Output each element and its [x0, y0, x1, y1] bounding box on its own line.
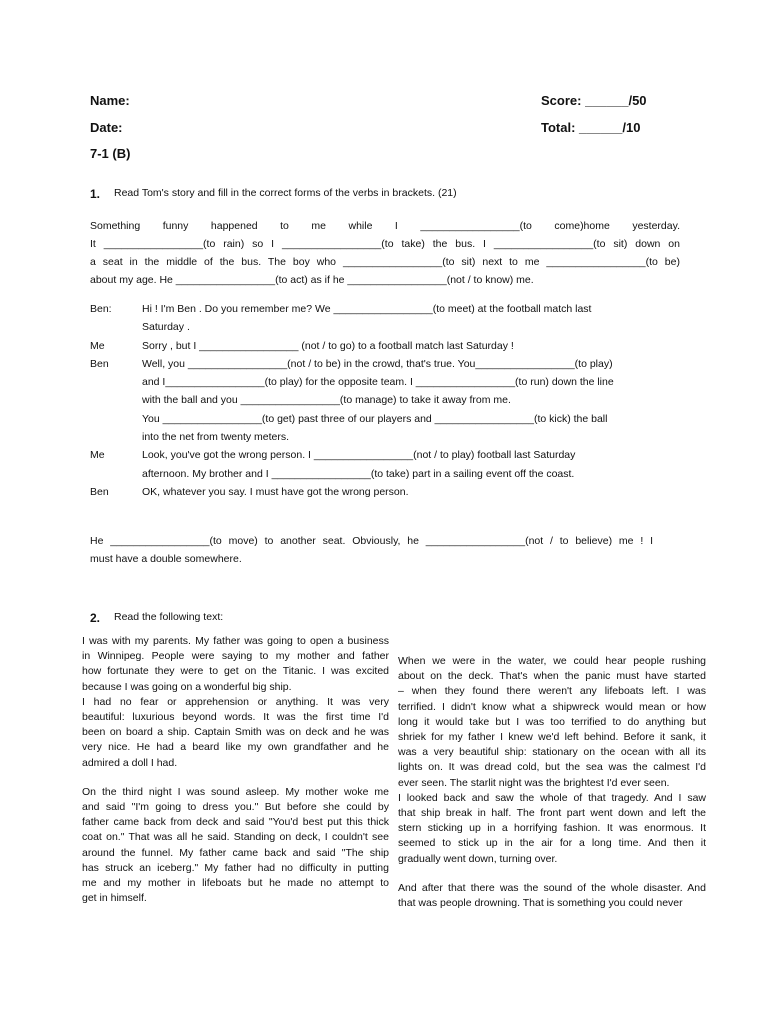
dialogue-turn: [90, 446, 680, 483]
speaker-label: Me: [90, 339, 105, 352]
reading-line: that ship break in half. The front part went down and left the: [398, 807, 706, 820]
score-label: Score: ______/50: [541, 93, 647, 108]
reading-line: father came back from deck and said "You'd best put this thick: [82, 816, 389, 829]
class-label: 7-1 (B): [90, 146, 131, 161]
reading-line: lights on. It was dread cold, but the sea was the calmest I'd: [398, 761, 706, 774]
dialogue: [90, 300, 680, 501]
dialogue-turn: [90, 337, 680, 355]
dialogue-line: Hi ! I'm Ben . Do you remember me? We _________________(to meet) at the football match last: [142, 303, 592, 315]
name-label: Name:: [90, 93, 130, 108]
reading-line: very nice. He had a beard like my own grandfather and he: [82, 741, 389, 754]
reading-line: – when they found there weren't any lifeboats left. I was: [398, 685, 706, 698]
reading-line: long it would take but I was too terrified to do anything but: [398, 715, 706, 728]
story-intro: [90, 217, 680, 289]
dialogue-line: and I_________________(to play) for the opposite team. I _________________(to run) down the line: [142, 376, 614, 389]
reading-line: terrified. I didn't know what a shipwreck would mean or how: [398, 700, 706, 713]
dialogue-text: [142, 300, 591, 337]
reading-line: because I was going on a wonderful big ship.: [82, 680, 292, 693]
story-line: a seat in the middle of the bus. The boy who _________________(to sit) next to me _________________(to be): [90, 256, 680, 268]
reading-line: I had no fear or apprehension or anything. It was very: [82, 695, 389, 708]
story-line: He _________________(to move) to another seat. Obviously, he _________________(not / to believe) me ! I: [90, 535, 653, 547]
reading-line: gradually went down, turning over.: [398, 852, 558, 865]
reading-left-column: [82, 634, 389, 906]
reading-line: stern sticking up in a horrifying fashion. It was enormous. It: [398, 822, 706, 835]
reading-line: has struck an iceberg." My father had no difficulty in putting: [82, 861, 389, 874]
reading-line: in Winnipeg. People were saying to my mother and father: [82, 650, 389, 663]
speaker-label: Ben: [90, 357, 109, 370]
reading-line: that was people drowning. That is something you could never: [398, 897, 683, 910]
dialogue-text: [142, 355, 614, 446]
reading-line: ever seen. The starlit night was the brightest I'd ever seen.: [398, 776, 670, 789]
reading-line: was a very beautiful ship: stationary on the ocean with all its: [398, 746, 706, 759]
dialogue-line: Well, you _________________(not / to be) in the crowd, that's true. You_________________(to play): [142, 357, 613, 370]
reading-line: On the third night I was sound asleep. My mother woke me: [82, 785, 389, 798]
reading-line: And after that there was the sound of the whole disaster. And: [398, 881, 706, 894]
dialogue-text: [142, 337, 514, 355]
reading-line: how fortunate they were to get on the Titanic. I was excited: [82, 665, 389, 678]
reading-line: I looked back and saw the whole of that tragedy. And I saw: [398, 791, 706, 804]
story-line: must have a double somewhere.: [90, 553, 242, 565]
dialogue-turn: [90, 355, 680, 446]
reading-line: been on board a ship. Captain Smith was on deck and he was: [82, 726, 389, 739]
reading-line: shriek for my father I knew we'd left behind. Before it sank, it: [398, 731, 706, 744]
question-2-number: 2.: [90, 611, 101, 625]
reading-right-column: [398, 654, 706, 911]
dialogue-line: afternoon. My brother and I _________________(to take) part in a sailing event off the coast.: [142, 467, 575, 480]
dialogue-line: with the ball and you _________________(to manage) to take it away from me.: [142, 394, 511, 407]
dialogue-line: Saturday .: [142, 321, 190, 334]
speaker-label: Ben: [90, 485, 109, 498]
story-line: about my age. He _________________(to act) as if he _________________(not / to know) me.: [90, 274, 534, 286]
dialogue-line: OK, whatever you say. I must have got the wrong person.: [142, 485, 409, 498]
reading-line: admired a doll I had.: [82, 756, 178, 769]
reading-line: seemed to stick up in the air for a long time. And then it: [398, 837, 706, 850]
reading-line: get in himself.: [82, 892, 147, 905]
dialogue-turn: [90, 483, 680, 501]
story-line: Something funny happened to me while I _________________(to come)home yesterday.: [90, 220, 680, 232]
story-closing: [90, 532, 653, 568]
dialogue-text: [142, 483, 409, 501]
dialogue-turn: [90, 300, 680, 337]
question-1-number: 1.: [90, 187, 101, 201]
question-2-instruction: Read the following text:: [114, 611, 224, 623]
speaker-label: Ben:: [90, 303, 112, 315]
dialogue-line: Sorry , but I _________________ (not / to go) to a football match last Saturday !: [142, 339, 514, 352]
reading-line: beautiful: luxurious beyond words. It was the first time I'd: [82, 711, 389, 724]
dialogue-text: [142, 446, 575, 483]
reading-line: me and my mother in lifeboats but he made no attempt to: [82, 877, 389, 890]
reading-line: When we were in the water, we could hear people rushing: [398, 655, 706, 667]
reading-line: and said "I'm going to dress you." But before she could by: [82, 801, 389, 814]
dialogue-line: You _________________(to get) past three of our players and _________________(to kick) the ball: [142, 412, 608, 425]
dialogue-line: Look, you've got the wrong person. I _________________(not / to play) football last Saturday: [142, 449, 576, 462]
reading-line: I was with my parents. My father was going to open a business: [82, 635, 389, 647]
reading-line: about on the deck. That's when the panic must have started: [398, 670, 706, 683]
reading-line: coat on." That was all he said. Standing on deck, I couldn't see: [82, 831, 389, 844]
speaker-label: Me: [90, 449, 105, 462]
date-label: Date:: [90, 120, 123, 135]
reading-line: around the funnel. My father came back and said "The ship: [82, 846, 389, 859]
dialogue-line: into the net from twenty meters.: [142, 431, 290, 444]
total-label: Total: ______/10: [541, 120, 641, 135]
question-1-instruction: Read Tom's story and fill in the correct forms of the verbs in brackets. (21): [114, 187, 457, 199]
story-line: It _________________(to rain) so I _________________(to take) the bus. I _________________(to sit) down on: [90, 238, 680, 250]
